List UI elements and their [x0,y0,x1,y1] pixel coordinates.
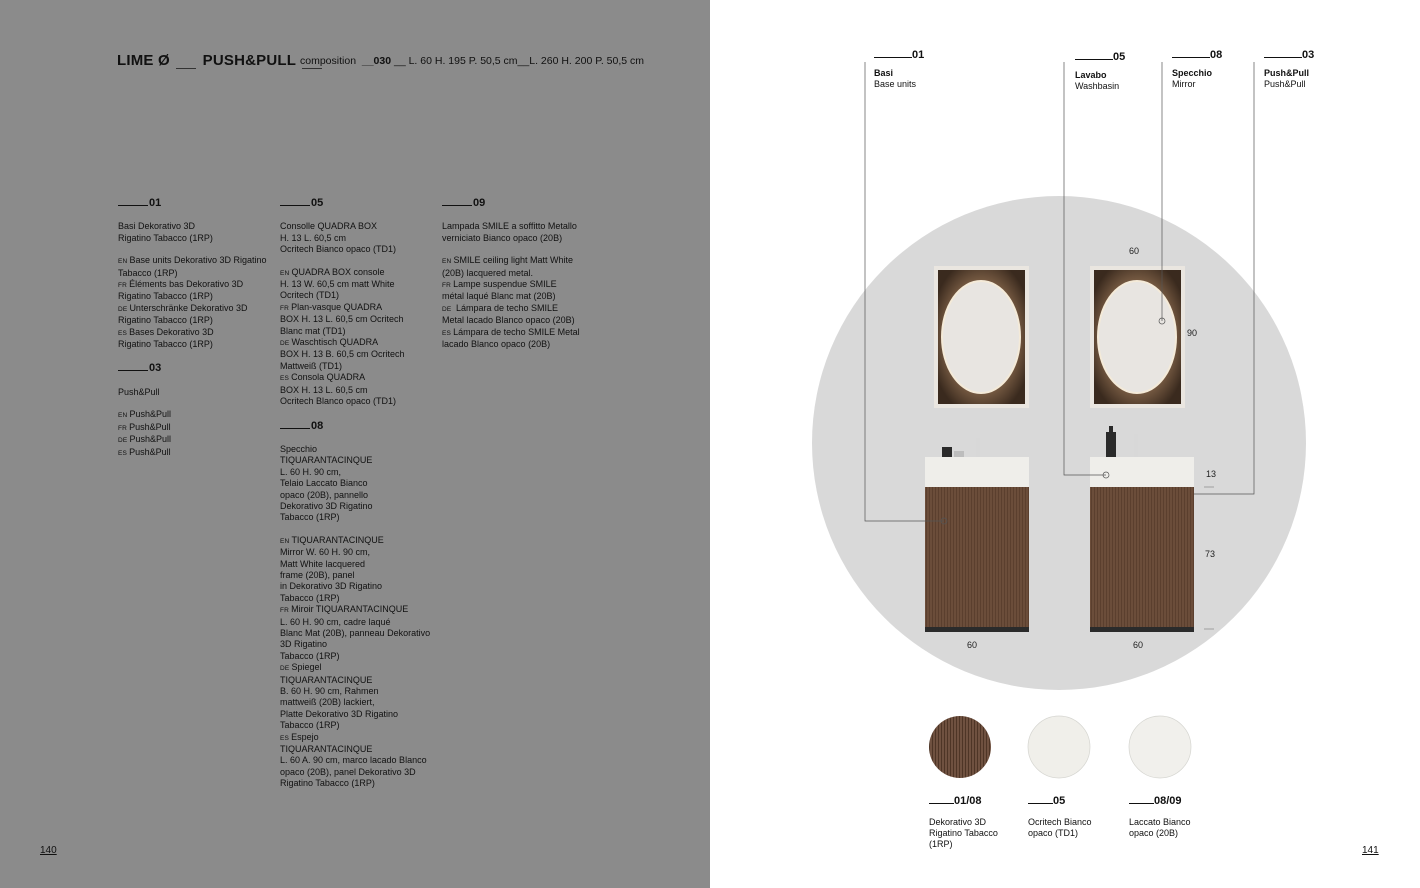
language-code: EN [118,412,128,420]
language-code: DE [118,305,128,313]
language-code: ES [280,375,290,383]
dim-mirror-width: 60 [1129,246,1140,256]
section-translations: EN Base units Dekorativo 3D Rigatino Tabacco (1RP) FR Éléments bas Dekorativo 3D Rigatino Tabacco (1RP) DE Unterschränke Dekorativo 3D Rigatino Tabacco (1RP) ES Bases Dekorativo 3D Rigatino Tabacco (1RP) [118,255,267,350]
composition-title [117,50,324,69]
section-05 [280,196,440,408]
swatch-label-05: 05 Ocritech Bianco opaco (TD1) [1028,795,1092,838]
callout-03: 03 Push&Pull Push&Pull [1264,49,1315,89]
section-main-text: Basi Dekorativo 3D Rigatino Tabacco (1RP) [118,221,213,243]
dim-base-height: 73 [1205,549,1216,559]
page-number-right[interactable]: 141 [1362,845,1379,856]
mirror-left [934,266,1029,408]
language-code: DE [280,665,290,673]
callout-subtitle: Washbasin [1075,81,1120,91]
column-3 [442,196,592,361]
callout-title: Basi [874,68,894,78]
callout-title: Push&Pull [1264,68,1310,78]
callout-title: Specchio [1172,68,1213,78]
dim-top-height: 13 [1206,469,1217,479]
callout-subtitle: Push&Pull [1264,79,1306,89]
section-01 [118,196,273,350]
composition-dims: __ L. 60 H. 195 P. 50,5 cm__L. 260 H. 200 P. 50,5 cm [394,55,645,67]
dim-mirror-height: 90 [1187,328,1198,338]
language-code: EN [442,258,452,266]
section-main-text: Lampada SMILE a soffitto Metallo verniciato Bianco opaco (20B) [442,221,577,243]
composition-info [300,55,644,67]
background-circle [812,196,1306,690]
composition-label: composition [300,55,357,67]
language-code: ES [280,734,290,742]
language-code: FR [442,282,452,290]
callout-05: 05 Lavabo Washbasin [1075,51,1126,91]
language-code: ES [118,329,128,337]
language-code: FR [280,607,290,615]
language-code: EN [280,269,290,277]
callout-08: 08 Specchio Mirror [1172,49,1223,89]
section-number: 03 [118,361,273,374]
title-lime: LIME Ø [117,52,170,69]
section-translations: EN TIQUARANTACINQUE Mirror W. 60 H. 90 cm, Matt White lacquered frame (20B), panel in Dekorativo 3D Rigatino Tabacco (1RP) FR Miroir TIQUARANTACINQUE L. 60 H. 90 cm, cadre laqué Blanc Mat (20B), panneau Dekorativo 3D Rigatino Tabacco (1RP) DE Spiegel TIQUARANTACINQUE B. 60 H. 90 cm, Rahmen mattweiß (20B) lackiert, Platte Dekorativo 3D Rigatino Tabacco (1RP) ES Espejo TIQUARANTACINQUE L. 60 A. 90 cm, marco lacado Blanco opaco (20B), panel Dekorativo 3D Rigatino Tabacco (1RP) [280,534,431,789]
callout-01: 01 Basi Base units [874,49,925,89]
section-08 [280,419,440,790]
language-code: FR [118,424,128,432]
language-code: DE [442,305,452,313]
dim-left-width: 60 [967,640,978,650]
section-main-text: Push&Pull [118,386,160,397]
column-1 [118,196,273,470]
language-code: DE [118,437,128,445]
swatch-label-0809: 08/09 Laccato Bianco opaco (20B) [1129,795,1191,838]
dim-right-width: 60 [1133,640,1144,650]
section-translations: EN SMILE ceiling light Matt White (20B) lacquered metal. FR Lampe suspendue SMILE métal laqué Blanc mat (20B) DE Lámpara de techo SMILE Metal lacado Blanco opaco (20B) ES Lámpara de techo SMILE Metal lacado Blanco opaco (20B) [442,255,580,350]
base-unit-left [925,438,1029,632]
page-number-left[interactable]: 140 [40,845,57,856]
language-code: ES [442,329,452,337]
language-code: FR [280,304,290,312]
language-code: EN [118,258,128,266]
section-number: 09 [442,196,592,209]
section-translations: EN Push&Pull FR Push&Pull DE Push&Pull ES Push&Pull [118,409,171,457]
title-underline [176,50,196,69]
section-number: 05 [280,196,440,209]
swatch-label-0108: 01/08 Dekorativo 3D Rigatino Tabacco (1RP) [929,795,998,849]
product-illustration [710,0,1420,888]
callout-subtitle: Mirror [1172,79,1196,89]
section-main-text: Consolle QUADRA BOX H. 13 L. 60,5 cm Ocritech Bianco opaco (TD1) [280,221,397,255]
title-pushpull: PUSH&PULL [202,52,296,69]
callout-title: Lavabo [1075,70,1107,80]
language-code: ES [118,449,128,457]
mirror-right [1090,266,1185,408]
section-number: 08 [280,419,440,432]
right-page [710,0,1420,888]
section-03 [118,361,273,458]
section-main-text: Specchio TIQUARANTACINQUE L. 60 H. 90 cm, Telaio Laccato Bianco opaco (20B), pannello Dekorativo 3D Rigatino Tabacco (1RP) [280,443,373,523]
language-code: FR [118,282,128,290]
language-code: EN [280,537,290,545]
callout-subtitle: Base units [874,79,917,89]
section-number: 01 [118,196,273,209]
language-code: DE [280,340,290,348]
composition-code: __030 [361,55,392,67]
column-2 [280,196,440,801]
section-09 [442,196,592,350]
section-translations: EN QUADRA BOX console H. 13 W. 60,5 cm matt White Ocritech (TD1) FR Plan-vasque QUADRA BOX H. 13 L. 60,5 cm Ocritech Blanc mat (TD1) DE Waschtisch QUADRA BOX H. 13 B. 60,5 cm Ocritech Mattweiß (TD1) ES Consola QUADRA BOX H. 13 L. 60,5 cm Ocritech Blanco opaco (TD1) [280,266,405,407]
